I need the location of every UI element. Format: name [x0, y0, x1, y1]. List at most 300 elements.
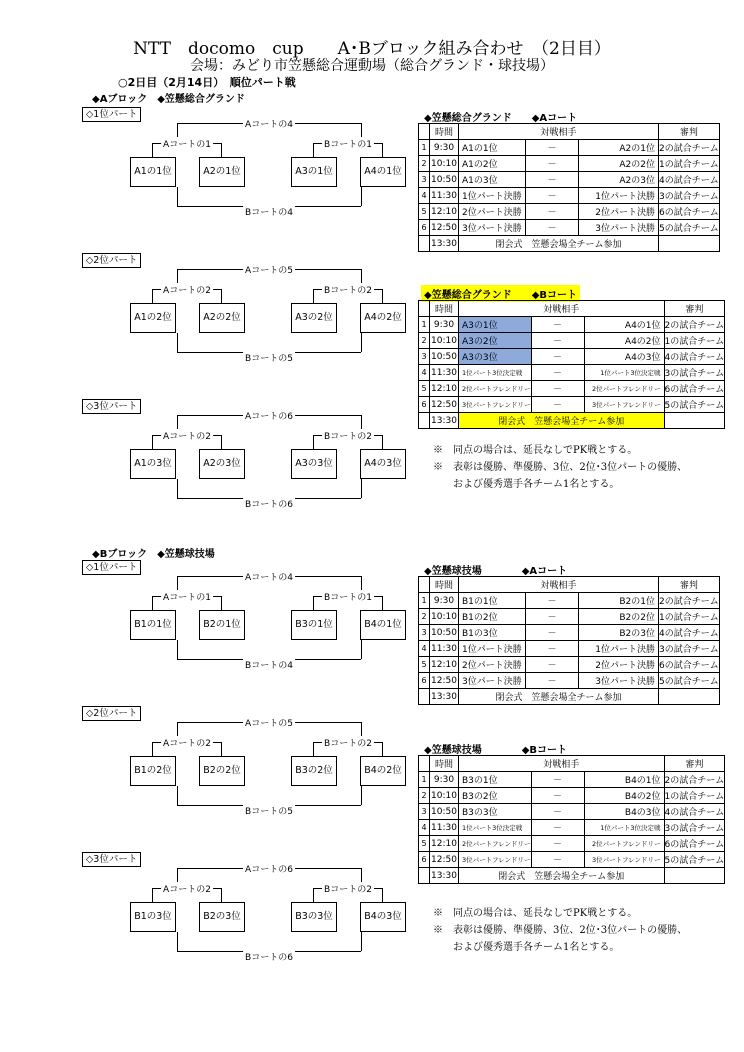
- row-number: 6: [419, 397, 430, 413]
- versus-mark: －: [526, 609, 579, 625]
- part-label: ◇1位パート: [82, 107, 141, 122]
- header-time: 時間: [430, 124, 459, 140]
- team-home: 2位パート決勝: [459, 657, 526, 673]
- court-label-bottom: Bコートの5: [243, 351, 295, 364]
- court-label-bottom: Bコートの6: [243, 497, 295, 510]
- bracket-line: [313, 596, 314, 610]
- referee: 4の試合チーム: [664, 804, 725, 820]
- page-title: NTT docomo cup A･Bブロック組み合わせ （2日目）: [133, 39, 611, 59]
- match-time: 12:50: [430, 397, 459, 413]
- versus-mark: －: [526, 204, 579, 220]
- bracket-line: [221, 742, 222, 756]
- row-number: 4: [419, 188, 430, 204]
- note-line: ※ 表彰は優勝、準優勝、3位、2位･3位パートの優勝、: [433, 925, 688, 936]
- match-time: 9:30: [430, 593, 459, 609]
- versus-mark: －: [531, 349, 584, 365]
- team-box: A2の2位: [199, 303, 245, 333]
- empty-cell: [664, 413, 725, 429]
- referee: 6の試合チーム: [664, 381, 725, 397]
- table-row: [419, 381, 725, 397]
- versus-mark: －: [526, 172, 579, 188]
- team-away: A2の3位: [579, 172, 659, 188]
- note-line: ※ 同点の場合は、延長なしでPK戦とする。: [433, 908, 638, 919]
- bracket-line: [313, 888, 314, 902]
- schedule-table: [418, 755, 725, 884]
- match-time: 12:50: [430, 220, 459, 236]
- court-label-top: Aコートの4: [243, 570, 295, 583]
- referee: 1の試合チーム: [664, 788, 725, 804]
- referee: 4の試合チーム: [659, 172, 720, 188]
- referee: 2の試合チーム: [659, 140, 720, 156]
- table-header-row: [419, 577, 720, 593]
- team-away: 2位パートフレンドリー: [584, 381, 664, 397]
- team-away: 1位パート決勝: [579, 188, 659, 204]
- match-time: 10:50: [430, 172, 459, 188]
- team-home: 1位パート決勝: [459, 641, 526, 657]
- match-time: 11:30: [430, 820, 459, 836]
- table-row: [419, 204, 720, 220]
- bracket-line: [177, 932, 178, 951]
- referee: 3の試合チーム: [664, 820, 725, 836]
- referee: 6の試合チーム: [664, 836, 725, 852]
- bracket-line: [177, 786, 178, 805]
- row-number: 5: [419, 381, 430, 397]
- referee: 5の試合チーム: [659, 673, 720, 689]
- table-header-row: [419, 124, 720, 140]
- table-row: [419, 349, 725, 365]
- bracket-line: [361, 187, 362, 206]
- part-label: ◇3位パート: [82, 399, 141, 414]
- table-row: [419, 772, 725, 788]
- bracket-line: [152, 888, 153, 902]
- row-number: 1: [419, 317, 430, 333]
- team-home: 2位パート決勝: [459, 204, 526, 220]
- table-row: [419, 852, 725, 868]
- team-box: B2の1位: [199, 610, 245, 640]
- team-box: A3の2位: [291, 303, 337, 333]
- referee: 2の試合チーム: [664, 772, 725, 788]
- team-away: 2位パート決勝: [579, 657, 659, 673]
- team-box: B1の1位: [130, 610, 176, 640]
- versus-mark: －: [526, 188, 579, 204]
- header-match: 対戦相手: [459, 124, 659, 140]
- row-number: 2: [419, 333, 430, 349]
- closing-time: 13:30: [430, 236, 459, 252]
- row-number: 6: [419, 220, 430, 236]
- court-label-top: Aコートの6: [243, 862, 295, 875]
- team-box: A3の1位: [291, 157, 337, 187]
- court-label-top: Aコートの5: [243, 263, 295, 276]
- note-line: ※ 同点の場合は、延長なしでPK戦とする。: [433, 445, 638, 456]
- row-number: [419, 689, 430, 705]
- header-cell: [419, 124, 430, 140]
- bracket-line: [361, 333, 362, 352]
- schedule-title: ◆笠懸総合グランド ◆Aコート: [424, 113, 578, 124]
- match-time: 12:50: [430, 673, 459, 689]
- bracket-line: [313, 289, 314, 303]
- row-number: 5: [419, 657, 430, 673]
- day-label: ○2日目（2月14日） 順位パート戦: [118, 76, 296, 89]
- team-away: A2の2位: [579, 156, 659, 172]
- bracket-line: [221, 596, 222, 610]
- team-away: 3位パートフレンドリー: [584, 397, 664, 413]
- team-away: 2位パートフレンドリー: [584, 836, 664, 852]
- match-time: 11:30: [430, 365, 459, 381]
- schedule-table: [418, 576, 720, 705]
- table-row: [419, 156, 720, 172]
- team-box: A1の2位: [130, 303, 176, 333]
- closing-time: 13:30: [430, 413, 459, 429]
- team-box: A1の1位: [130, 157, 176, 187]
- bracket-line: [313, 143, 314, 157]
- versus-mark: －: [531, 381, 584, 397]
- bracket-line: [382, 596, 383, 610]
- referee: 3の試合チーム: [659, 641, 720, 657]
- note-line: および優秀選手各チーム1名とする。: [433, 942, 620, 953]
- versus-mark: －: [531, 772, 584, 788]
- bracket-line: [221, 289, 222, 303]
- versus-mark: －: [531, 836, 584, 852]
- versus-mark: －: [531, 788, 584, 804]
- versus-mark: －: [526, 140, 579, 156]
- referee: 2の試合チーム: [664, 317, 725, 333]
- team-home: B3の3位: [459, 804, 532, 820]
- header-match: 対戦相手: [459, 301, 665, 317]
- team-box: B1の2位: [130, 756, 176, 786]
- match-time: 9:30: [430, 140, 459, 156]
- bracket-line: [177, 479, 178, 498]
- team-away: B2の1位: [579, 593, 659, 609]
- referee: 5の試合チーム: [664, 397, 725, 413]
- versus-mark: －: [526, 641, 579, 657]
- match-time: 10:50: [430, 349, 459, 365]
- bracket-line: [152, 435, 153, 449]
- bracket-line: [382, 143, 383, 157]
- block-b-label: ◆Bブロック ◆笠懸球技場: [92, 549, 215, 560]
- team-box: B4の3位: [360, 902, 406, 932]
- table-row: [419, 657, 720, 673]
- closing-text: 閉会式 笠懸会場全チーム参加: [459, 689, 659, 705]
- table-row: [419, 673, 720, 689]
- court-label-left: Aコートの2: [161, 882, 213, 895]
- versus-mark: －: [531, 317, 584, 333]
- schedule-title: ◆笠懸球技場 ◆Aコート: [424, 566, 568, 577]
- part-label: ◇1位パート: [82, 560, 141, 575]
- row-number: 4: [419, 365, 430, 381]
- team-home: B3の2位: [459, 788, 532, 804]
- bracket-line: [177, 187, 178, 206]
- team-home: A3の3位: [459, 349, 532, 365]
- bracket-line: [382, 888, 383, 902]
- header-ref: 審判: [659, 577, 720, 593]
- closing-row: [419, 689, 720, 705]
- court-label-right: Bコートの1: [322, 137, 374, 150]
- closing-row: [419, 868, 725, 884]
- table-row: [419, 788, 725, 804]
- versus-mark: －: [531, 852, 584, 868]
- match-time: 10:50: [430, 804, 459, 820]
- match-time: 9:30: [430, 317, 459, 333]
- versus-mark: －: [526, 220, 579, 236]
- match-time: 10:10: [430, 333, 459, 349]
- court-label-top: Aコートの6: [243, 409, 295, 422]
- referee: 6の試合チーム: [659, 204, 720, 220]
- bracket-line: [361, 786, 362, 805]
- row-number: 4: [419, 641, 430, 657]
- empty-cell: [659, 689, 720, 705]
- note-line: ※ 表彰は優勝、準優勝、3位、2位･3位パートの優勝、: [433, 462, 688, 473]
- table-row: [419, 820, 725, 836]
- referee: 4の試合チーム: [659, 625, 720, 641]
- team-home: 1位パート3位決定戦: [459, 820, 532, 836]
- bracket-line: [177, 333, 178, 352]
- court-label-left: Aコートの1: [161, 590, 213, 603]
- versus-mark: －: [526, 673, 579, 689]
- table-row: [419, 140, 720, 156]
- team-home: A3の2位: [459, 333, 532, 349]
- empty-cell: [664, 868, 725, 884]
- team-away: 3位パート決勝: [579, 220, 659, 236]
- bracket-line: [221, 888, 222, 902]
- team-away: 2位パート決勝: [579, 204, 659, 220]
- row-number: 3: [419, 625, 430, 641]
- header-ref: 審判: [664, 756, 725, 772]
- row-number: 3: [419, 349, 430, 365]
- table-header-row: [419, 756, 725, 772]
- team-box: A2の1位: [199, 157, 245, 187]
- match-time: 12:10: [430, 204, 459, 220]
- versus-mark: －: [531, 820, 584, 836]
- closing-text: 閉会式 笠懸会場全チーム参加: [459, 868, 665, 884]
- bracket-line: [382, 435, 383, 449]
- bracket-line: [152, 143, 153, 157]
- table-row: [419, 609, 720, 625]
- team-away: B4の3位: [584, 804, 664, 820]
- team-home: 1位パート決勝: [459, 188, 526, 204]
- row-number: 4: [419, 820, 430, 836]
- team-box: B3の3位: [291, 902, 337, 932]
- court-label-top: Aコートの5: [243, 716, 295, 729]
- header-cell: [419, 577, 430, 593]
- bracket-line: [152, 289, 153, 303]
- table-row: [419, 220, 720, 236]
- versus-mark: －: [531, 397, 584, 413]
- schedule-title: ◆笠懸総合グランド ◆Bコート: [421, 285, 580, 302]
- schedule-title: ◆笠懸球技場 ◆Bコート: [424, 745, 568, 756]
- versus-mark: －: [526, 625, 579, 641]
- table-row: [419, 836, 725, 852]
- table-row: [419, 365, 725, 381]
- row-number: 3: [419, 172, 430, 188]
- header-time: 時間: [430, 577, 459, 593]
- court-label-bottom: Bコートの4: [243, 658, 295, 671]
- table-row: [419, 397, 725, 413]
- table-row: [419, 317, 725, 333]
- header-time: 時間: [430, 301, 459, 317]
- versus-mark: －: [531, 333, 584, 349]
- match-time: 10:10: [430, 609, 459, 625]
- closing-time: 13:30: [430, 689, 459, 705]
- part-label: ◇2位パート: [82, 706, 141, 721]
- match-time: 12:10: [430, 836, 459, 852]
- team-away: B2の3位: [579, 625, 659, 641]
- court-label-bottom: Bコートの5: [243, 804, 295, 817]
- match-time: 12:10: [430, 381, 459, 397]
- team-away: B4の1位: [584, 772, 664, 788]
- versus-mark: －: [526, 657, 579, 673]
- team-home: B3の1位: [459, 772, 532, 788]
- court-label-right: Bコートの2: [322, 882, 374, 895]
- team-home: B1の1位: [459, 593, 526, 609]
- court-label-bottom: Bコートの6: [243, 950, 295, 963]
- team-home: 2位パートフレンドリー: [459, 836, 532, 852]
- team-box: B2の3位: [199, 902, 245, 932]
- team-away: 1位パート3位決定戦: [584, 365, 664, 381]
- bracket-line: [152, 742, 153, 756]
- note-line: および優秀選手各チーム1名とする。: [433, 479, 620, 490]
- header-match: 対戦相手: [459, 577, 659, 593]
- team-home: A1の1位: [459, 140, 526, 156]
- bracket-line: [221, 143, 222, 157]
- team-box: A2の3位: [199, 449, 245, 479]
- part-label: ◇3位パート: [82, 852, 141, 867]
- row-number: 5: [419, 204, 430, 220]
- row-number: 6: [419, 673, 430, 689]
- block-a-label: ◆Aブロック ◆笠懸総合グランド: [92, 94, 245, 105]
- team-away: 1位パート決勝: [579, 641, 659, 657]
- team-box: B4の1位: [360, 610, 406, 640]
- team-home: B1の2位: [459, 609, 526, 625]
- row-number: 2: [419, 609, 430, 625]
- team-box: B4の2位: [360, 756, 406, 786]
- bracket-line: [361, 932, 362, 951]
- row-number: 5: [419, 836, 430, 852]
- table-header-row: [419, 301, 725, 317]
- match-time: 10:10: [430, 788, 459, 804]
- court-label-right: Bコートの2: [322, 429, 374, 442]
- court-label-left: Aコートの1: [161, 137, 213, 150]
- versus-mark: －: [531, 804, 584, 820]
- match-time: 10:50: [430, 625, 459, 641]
- court-label-left: Aコートの2: [161, 283, 213, 296]
- team-away: A4の1位: [584, 317, 664, 333]
- header-cell: [419, 301, 430, 317]
- team-home: B1の3位: [459, 625, 526, 641]
- row-number: 3: [419, 804, 430, 820]
- match-time: 11:30: [430, 641, 459, 657]
- referee: 6の試合チーム: [659, 657, 720, 673]
- row-number: 1: [419, 140, 430, 156]
- court-label-top: Aコートの4: [243, 117, 295, 130]
- table-row: [419, 641, 720, 657]
- closing-text: 閉会式 笠懸会場全チーム参加: [459, 413, 665, 429]
- team-away: A4の3位: [584, 349, 664, 365]
- team-away: B4の2位: [584, 788, 664, 804]
- header-time: 時間: [430, 756, 459, 772]
- match-time: 10:10: [430, 156, 459, 172]
- team-away: B2の2位: [579, 609, 659, 625]
- team-box: B2の2位: [199, 756, 245, 786]
- table-row: [419, 625, 720, 641]
- bracket-line: [382, 742, 383, 756]
- bracket-line: [361, 640, 362, 659]
- court-label-left: Aコートの2: [161, 429, 213, 442]
- match-time: 12:10: [430, 657, 459, 673]
- row-number: 1: [419, 772, 430, 788]
- table-row: [419, 804, 725, 820]
- team-box: A1の3位: [130, 449, 176, 479]
- bracket-line: [313, 742, 314, 756]
- bracket-line: [382, 289, 383, 303]
- table-row: [419, 333, 725, 349]
- schedule-table: [418, 300, 725, 429]
- header-cell: [419, 756, 430, 772]
- header-match: 対戦相手: [459, 756, 665, 772]
- closing-row: [419, 413, 725, 429]
- match-time: 9:30: [430, 772, 459, 788]
- referee: 5の試合チーム: [659, 220, 720, 236]
- team-home: 1位パート3位決定戦: [459, 365, 532, 381]
- schedule-table: [418, 123, 720, 252]
- team-home: 3位パートフレンドリー: [459, 852, 532, 868]
- table-row: [419, 188, 720, 204]
- team-home: A1の2位: [459, 156, 526, 172]
- team-home: 3位パート決勝: [459, 220, 526, 236]
- team-away: A4の2位: [584, 333, 664, 349]
- table-row: [419, 593, 720, 609]
- team-away: A2の1位: [579, 140, 659, 156]
- header-ref: 審判: [659, 124, 720, 140]
- row-number: 2: [419, 788, 430, 804]
- team-home: 2位パートフレンドリー: [459, 381, 532, 397]
- team-home: A1の3位: [459, 172, 526, 188]
- court-label-right: Bコートの2: [322, 736, 374, 749]
- team-box: B3の2位: [291, 756, 337, 786]
- team-away: 3位パート決勝: [579, 673, 659, 689]
- team-box: A4の1位: [360, 157, 406, 187]
- referee: 1の試合チーム: [664, 333, 725, 349]
- team-box: B3の1位: [291, 610, 337, 640]
- team-box: A3の3位: [291, 449, 337, 479]
- court-label-left: Aコートの2: [161, 736, 213, 749]
- team-box: A4の2位: [360, 303, 406, 333]
- match-time: 12:50: [430, 852, 459, 868]
- table-row: [419, 172, 720, 188]
- team-home: 3位パートフレンドリー: [459, 397, 532, 413]
- team-box: B1の3位: [130, 902, 176, 932]
- empty-cell: [659, 236, 720, 252]
- versus-mark: －: [526, 593, 579, 609]
- closing-row: [419, 236, 720, 252]
- closing-text: 閉会式 笠懸会場全チーム参加: [459, 236, 659, 252]
- referee: 4の試合チーム: [664, 349, 725, 365]
- team-away: 1位パート3位決定戦: [584, 820, 664, 836]
- team-home: 3位パート決勝: [459, 673, 526, 689]
- referee: 1の試合チーム: [659, 609, 720, 625]
- match-time: 11:30: [430, 188, 459, 204]
- row-number: 2: [419, 156, 430, 172]
- venue-subtitle: 会場：みどり市笠懸総合運動場（総合グランド・球技場）: [190, 58, 554, 74]
- row-number: 1: [419, 593, 430, 609]
- bracket-line: [221, 435, 222, 449]
- court-label-right: Bコートの1: [322, 590, 374, 603]
- referee: 3の試合チーム: [659, 188, 720, 204]
- versus-mark: －: [531, 365, 584, 381]
- bracket-line: [152, 596, 153, 610]
- team-away: 3位パートフレンドリー: [584, 852, 664, 868]
- row-number: 6: [419, 852, 430, 868]
- closing-time: 13:30: [430, 868, 459, 884]
